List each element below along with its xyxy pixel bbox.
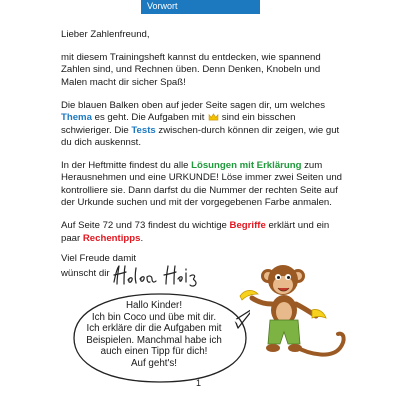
bubble-line: Beispielen. Manchmal habe ich (86, 334, 222, 346)
keyword-thema: Thema (61, 112, 92, 124)
keyword-loesungen: Lösungen mit Erklärung (191, 160, 302, 172)
speech-bubble-text (81, 300, 227, 370)
bubble-line: auch einen Tipp für dich! (100, 346, 208, 358)
section-header-label: Vorwort (147, 1, 178, 11)
keyword-rechentipps: Rechentipps (82, 232, 141, 244)
bubble-line: Auf geht's! (131, 357, 177, 369)
bubble-line: Hallo Kinder! (125, 300, 183, 311)
crown-icon (208, 113, 219, 121)
section-header-bar (141, 0, 260, 14)
letter-body (61, 29, 346, 276)
handwritten-signature (110, 262, 210, 288)
wish-line: wünscht dir (61, 268, 110, 279)
paragraph-glossary: Auf Seite 72 und 73 findest du wichtige Begriffe erklärt und ein paar Rechentipps. (61, 220, 330, 244)
page-number: 1 (196, 378, 202, 388)
closing-line: Viel Freude damit (61, 253, 137, 265)
bubble-line: Ich erkläre dir die Aufgaben mit (86, 323, 222, 335)
monkey-mascot-icon (232, 260, 352, 370)
keyword-tests: Tests (131, 124, 156, 136)
paragraph-intro: mit diesem Trainingsheft kannst du entdecken, wie spannend Zahlen sind, und Rechnen üben. Denn Denken, Knobeln und Malen macht dir sicher Spaß! (61, 52, 321, 88)
greeting: Lieber Zahlenfreund, (61, 29, 150, 40)
paragraph-topics: Die blauen Balken oben auf jeder Seite sagen dir, um welches Thema es geht. Die Aufgaben mit sind ein bisschen schwieriger. Die Tests zwischen-durch können dir zeigen, wie gut du dich auskennst. (61, 99, 340, 149)
paragraph-solutions: In der Heftmitte findest du alle Lösungen mit Erklärung zum Herausnehmen und eine URKUNDE! Löse immer zwei Seiten und kontrolliere sie. Dann darfst du die Nummer der rechten Seite auf der Urkunde suchen und mit der vorgegebenen Farbe anmalen. (61, 160, 343, 209)
bubble-line: Ich bin Coco und übe mit dir. (91, 311, 217, 323)
keyword-begriffe: Begriffe (229, 220, 266, 232)
